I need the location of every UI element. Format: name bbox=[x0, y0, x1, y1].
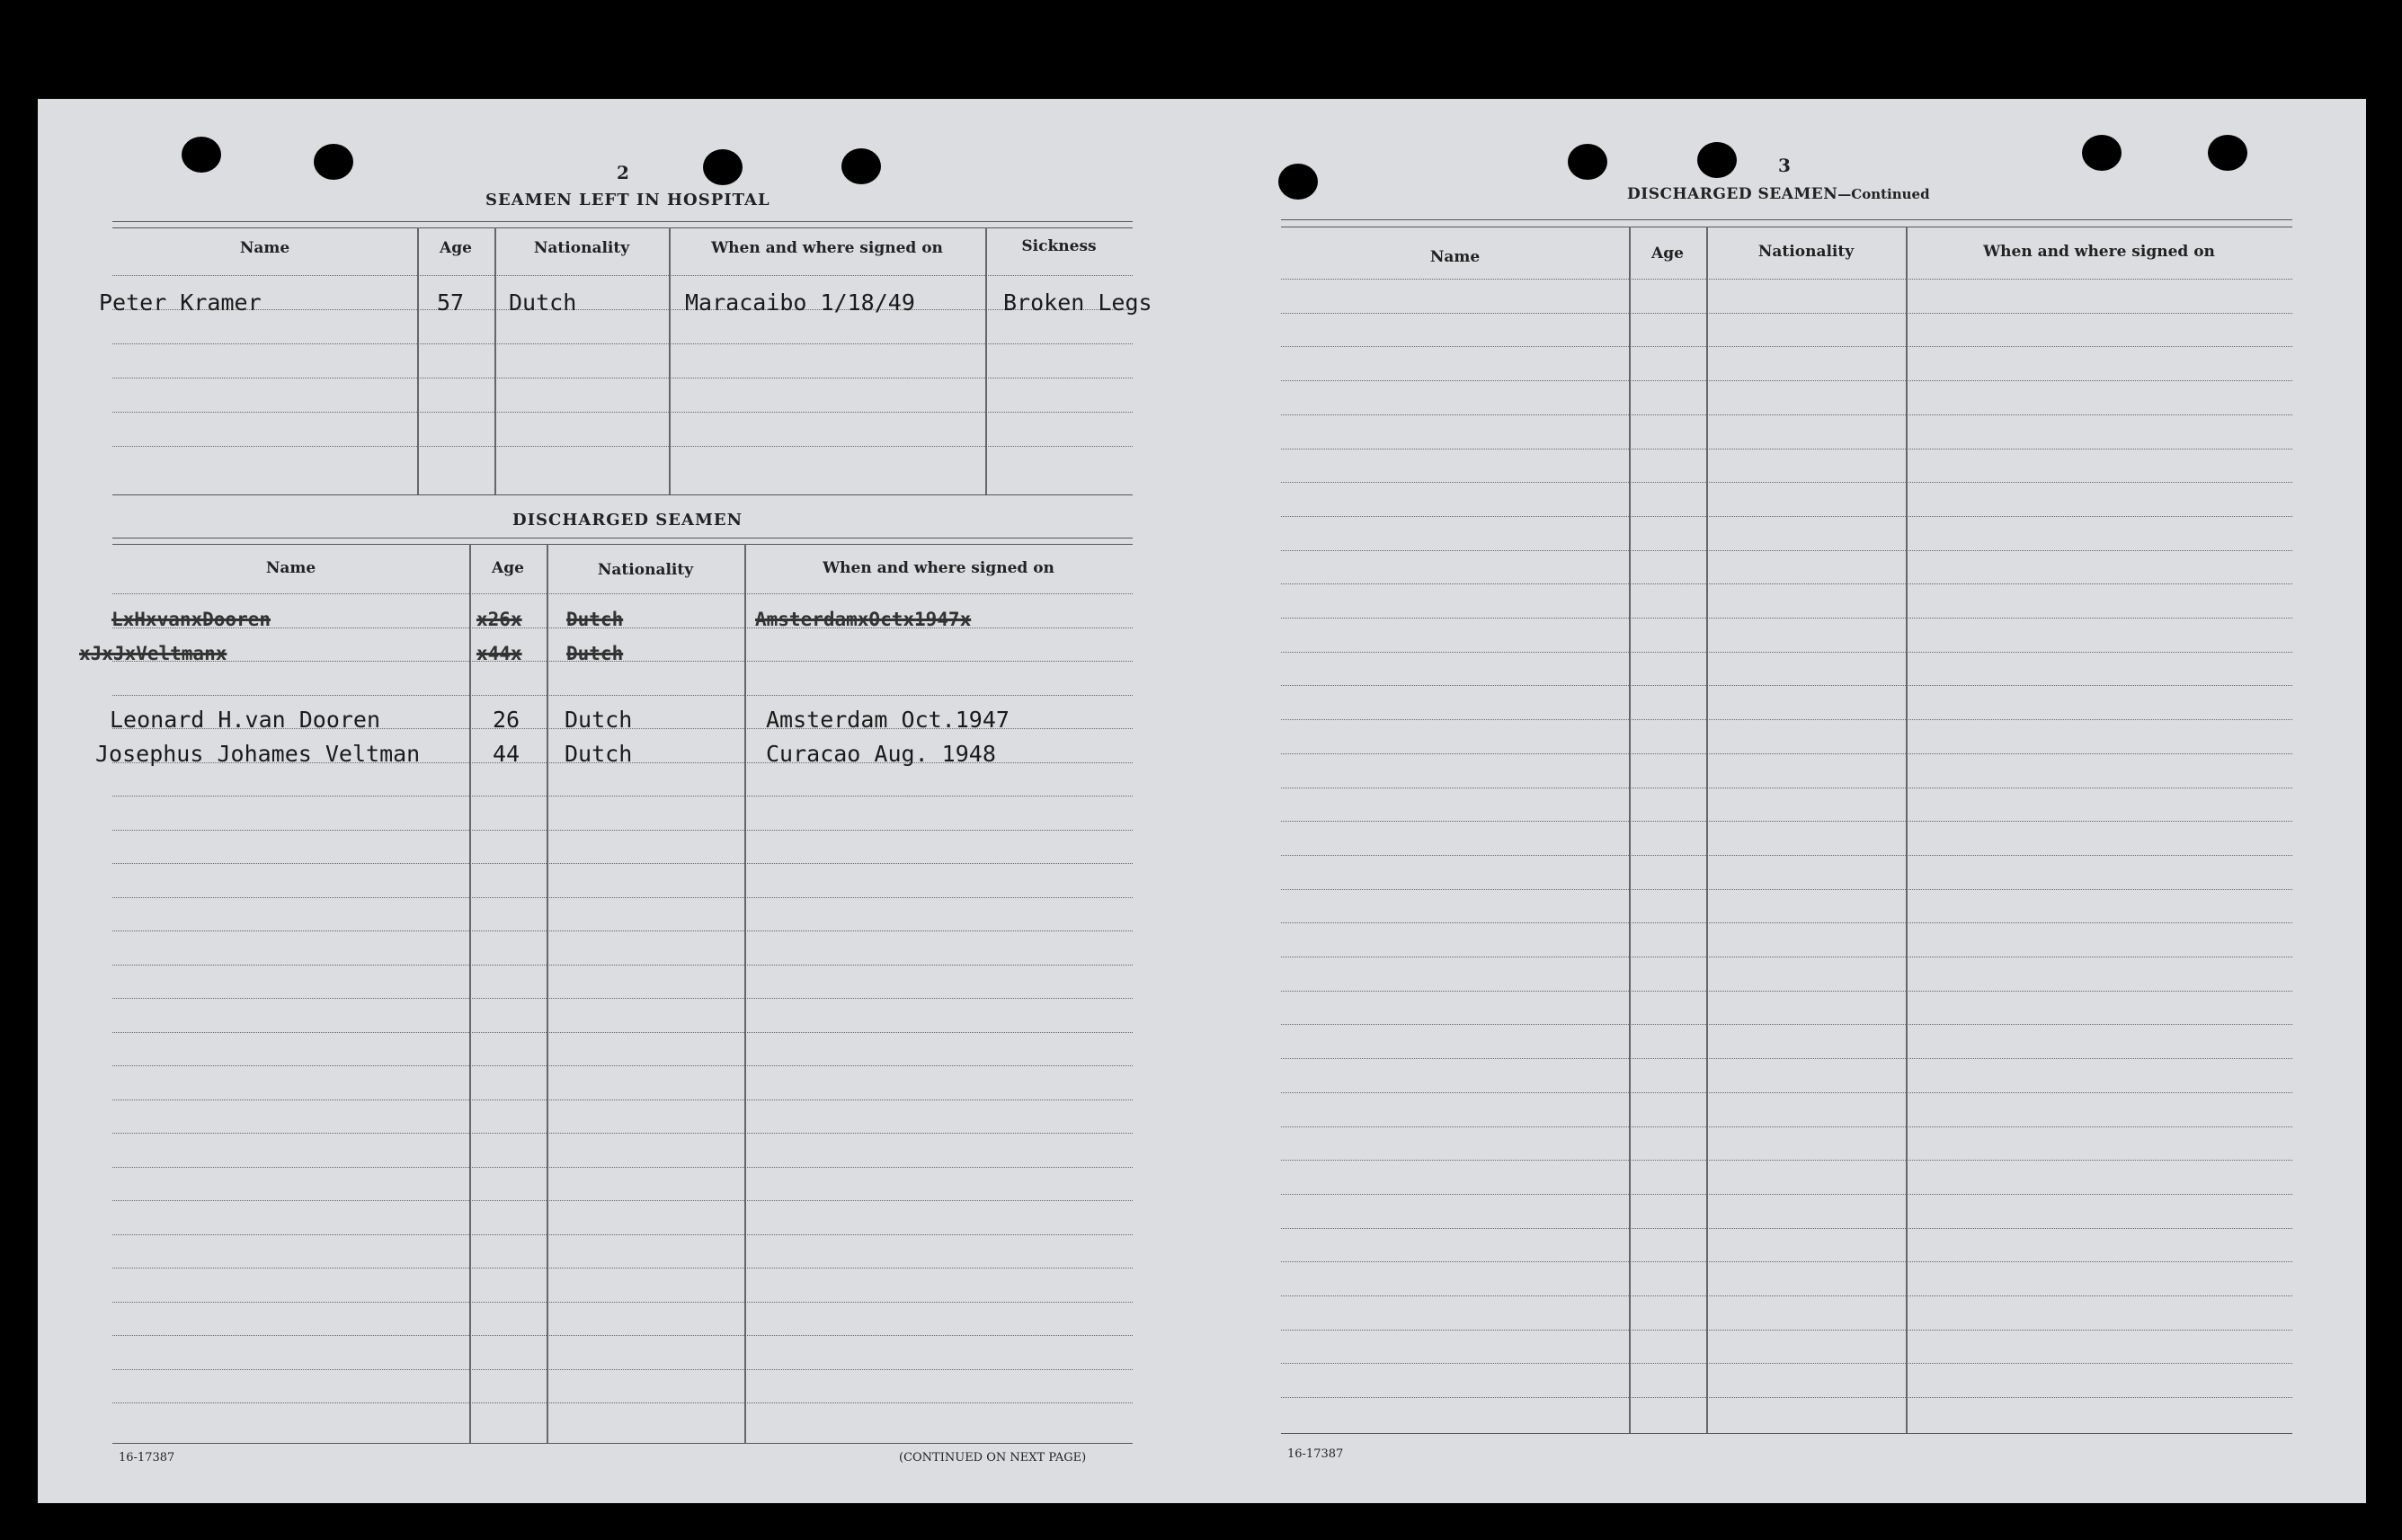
continued-header-nationality: Nationality bbox=[1757, 243, 1855, 261]
ruled-line bbox=[1281, 1228, 2292, 1229]
hospital-section-title: SEAMEN LEFT IN HOSPITAL bbox=[485, 191, 770, 209]
ruled-line bbox=[1281, 1126, 2292, 1127]
ruled-line bbox=[112, 796, 1133, 797]
ruled-line bbox=[1281, 685, 2292, 686]
discharged-header-name: Name bbox=[265, 559, 316, 577]
continued-header-signed: When and where signed on bbox=[1983, 243, 2215, 261]
struck-row-name: LxHxvanxDooren bbox=[111, 609, 271, 630]
ruled-line bbox=[1281, 516, 2292, 517]
ruled-line bbox=[112, 998, 1133, 999]
ruled-line bbox=[1281, 380, 2292, 381]
ruled-line bbox=[1281, 550, 2292, 551]
struck-row-age: x44x bbox=[476, 643, 522, 664]
ruled-line bbox=[1281, 414, 2292, 415]
punch-hole bbox=[182, 137, 221, 173]
hospital-row-signed: Maracaibo 1/18/49 bbox=[685, 289, 915, 316]
ruled-line bbox=[1281, 1092, 2292, 1093]
punch-hole bbox=[2082, 135, 2122, 171]
ruled-line bbox=[112, 1369, 1133, 1370]
ruled-line bbox=[1281, 346, 2292, 347]
struck-row-signed: AmsterdamxOctx1947x bbox=[755, 609, 972, 630]
continued-title-suffix: —Continued bbox=[1837, 186, 1930, 202]
ruled-line bbox=[112, 1200, 1133, 1201]
discharged-header-age: Age bbox=[492, 559, 524, 577]
ruled-line bbox=[1281, 618, 2292, 619]
punch-hole bbox=[703, 149, 743, 185]
ruled-line bbox=[1281, 1397, 2292, 1398]
hospital-header-nationality: Nationality bbox=[533, 239, 630, 257]
ruled-line bbox=[1281, 313, 2292, 314]
discharged-row-age: 26 bbox=[493, 707, 520, 733]
ruled-line bbox=[1281, 889, 2292, 890]
ruled-line bbox=[112, 930, 1133, 931]
discharged-section-title: DISCHARGED SEAMEN bbox=[512, 511, 743, 530]
ruled-line bbox=[112, 1032, 1133, 1033]
hospital-header-age: Age bbox=[440, 239, 472, 257]
hospital-row-name: Peter Kramer bbox=[99, 289, 262, 316]
ruled-line bbox=[1281, 1295, 2292, 1296]
ruled-line bbox=[1281, 583, 2292, 584]
ruled-line bbox=[112, 897, 1133, 898]
hospital-row-age: 57 bbox=[437, 289, 465, 316]
hospital-header-sickness: Sickness bbox=[1021, 237, 1097, 255]
continued-header-name: Name bbox=[1429, 248, 1481, 266]
punch-hole bbox=[1697, 142, 1737, 178]
hospital-row-sickness: Broken Legs bbox=[1003, 289, 1152, 316]
struck-row-name: xJxJxVeltmanx bbox=[79, 643, 227, 664]
ruled-line bbox=[112, 343, 1133, 344]
hospital-header-name: Name bbox=[239, 239, 290, 257]
punch-hole bbox=[841, 148, 881, 184]
ruled-line bbox=[1281, 1058, 2292, 1059]
ruled-line bbox=[112, 412, 1133, 413]
struck-row-nationality: Dutch bbox=[566, 643, 624, 664]
ruled-line bbox=[1281, 1363, 2292, 1364]
ruled-line bbox=[112, 309, 1133, 310]
ruled-line bbox=[112, 1335, 1133, 1336]
ruled-line bbox=[1281, 753, 2292, 754]
punch-hole bbox=[1568, 144, 1607, 180]
form-number: 16-17387 bbox=[1287, 1447, 1344, 1461]
page-number: 2 bbox=[617, 162, 629, 183]
discharged-header-signed: When and where signed on bbox=[823, 559, 1054, 577]
discharged-row-name: Josephus Johames Veltman bbox=[95, 741, 421, 767]
continued-note: (CONTINUED ON NEXT PAGE) bbox=[899, 1451, 1087, 1464]
discharged-row-name: Leonard H.van Dooren bbox=[110, 707, 381, 733]
ruled-line bbox=[112, 446, 1133, 447]
punch-hole bbox=[2208, 135, 2247, 171]
ruled-line bbox=[1281, 1330, 2292, 1331]
hospital-header-signed: When and where signed on bbox=[711, 239, 943, 257]
ruled-line bbox=[112, 965, 1133, 966]
ruled-line bbox=[1281, 279, 2292, 280]
discharged-row-nationality: Dutch bbox=[565, 707, 633, 733]
ruled-line bbox=[1281, 719, 2292, 720]
ruled-line bbox=[112, 1302, 1133, 1303]
ruled-line bbox=[1281, 991, 2292, 992]
ruled-line bbox=[1281, 449, 2292, 450]
punch-hole bbox=[314, 144, 353, 180]
page-number: 3 bbox=[1778, 155, 1791, 176]
struck-row-age: x26x bbox=[476, 609, 522, 630]
ruled-line bbox=[112, 1065, 1133, 1066]
ruled-line bbox=[112, 1402, 1133, 1403]
ruled-line bbox=[1281, 1194, 2292, 1195]
ruled-line bbox=[112, 1099, 1133, 1100]
ruled-line bbox=[1281, 1160, 2292, 1161]
ruled-line bbox=[112, 1167, 1133, 1168]
ruled-line bbox=[1281, 821, 2292, 822]
ruled-line bbox=[112, 695, 1133, 696]
ruled-line bbox=[112, 830, 1133, 831]
discharged-row-nationality: Dutch bbox=[565, 741, 633, 767]
discharged-header-nationality: Nationality bbox=[597, 561, 694, 579]
continued-title-text: DISCHARGED SEAMEN bbox=[1627, 185, 1838, 203]
struck-row-nationality: Dutch bbox=[566, 609, 624, 630]
ruled-line bbox=[1281, 922, 2292, 923]
ruled-line bbox=[112, 593, 1133, 594]
discharged-row-signed: Curacao Aug. 1948 bbox=[766, 741, 996, 767]
ruled-line bbox=[1281, 1261, 2292, 1262]
continued-section-title bbox=[1627, 185, 1930, 203]
discharged-row-age: 44 bbox=[493, 741, 520, 767]
ruled-line bbox=[1281, 855, 2292, 856]
discharged-row-signed: Amsterdam Oct.1947 bbox=[766, 707, 1010, 733]
punch-hole bbox=[1278, 164, 1318, 200]
ruled-line bbox=[112, 1133, 1133, 1134]
ruled-line bbox=[112, 863, 1133, 864]
ruled-line bbox=[112, 1234, 1133, 1235]
continued-header-age: Age bbox=[1651, 245, 1684, 263]
hospital-row-nationality: Dutch bbox=[509, 289, 577, 316]
ruled-line bbox=[1281, 482, 2292, 483]
ruled-line bbox=[112, 275, 1133, 276]
ruled-line bbox=[1281, 652, 2292, 653]
ruled-line bbox=[1281, 1024, 2292, 1025]
form-number: 16-17387 bbox=[119, 1451, 175, 1464]
